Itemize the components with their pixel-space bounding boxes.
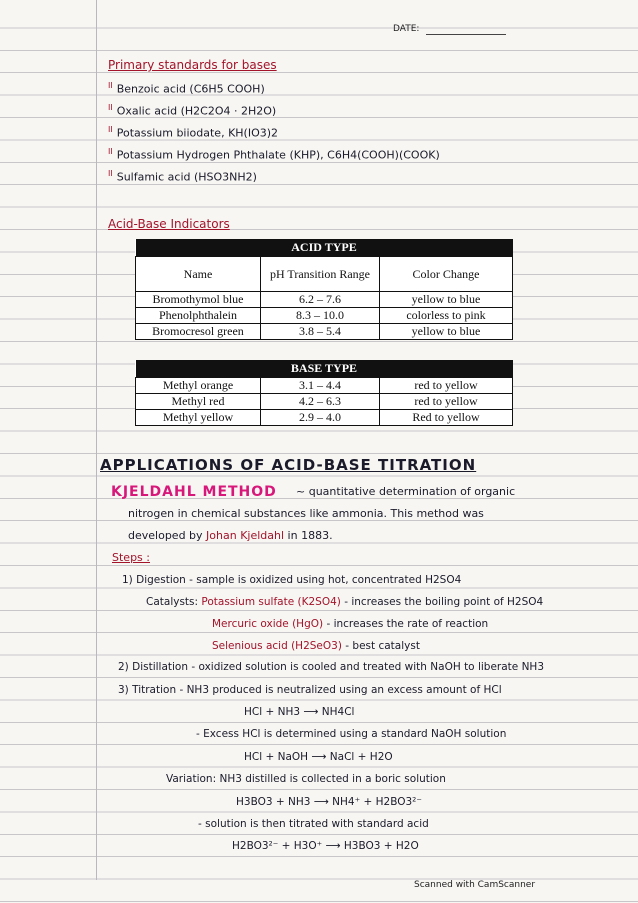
- ph-range: 3.1 – 4.4: [261, 378, 380, 394]
- primary-item-4: $^{II}$ Potassium Hydrogen Phthalate (KHP), C6H4(COOH)(COOK): [108, 147, 440, 162]
- date-blank: [426, 34, 506, 35]
- ph-range: 2.9 – 4.0: [261, 410, 380, 426]
- step-digestion: 1) Digestion - sample is oxidized using hot, concentrated H2SO4: [122, 574, 462, 586]
- intro-line-2: nitrogen in chemical substances like ammonia. This method was: [128, 507, 484, 520]
- excess-note: - Excess HCl is determined using a standard NaOH solution: [196, 728, 507, 740]
- indicator-name: Methyl orange: [136, 378, 261, 394]
- ph-range: 4.2 – 6.3: [261, 394, 380, 410]
- equation-3: H3BO3 + NH3 ⟶ NH4⁺ + H2BO3²⁻: [236, 796, 422, 808]
- intro-line-3: developed by Johan Kjeldahl in 1883.: [128, 529, 333, 542]
- primary-item-3: $^{II}$ Potassium biiodate, KH(IO3)2: [108, 125, 279, 140]
- step-distillation: 2) Distillation - oxidized solution is cooled and treated with NaOH to liberate NH3: [118, 661, 545, 673]
- equation-2: HCl + NaOH ⟶ NaCl + H2O: [244, 751, 393, 763]
- primary-item-1: $^{II}$ Benzoic acid (C6H5 COOH): [108, 81, 265, 96]
- indicator-name: Methyl yellow: [136, 410, 261, 426]
- ph-range: 3.8 – 5.4: [261, 324, 380, 340]
- primary-item-2: $^{II}$ Oxalic acid (H2C2O4 · 2H2O): [108, 103, 277, 118]
- color-change: colorless to pink: [380, 308, 513, 324]
- margin-line: [96, 0, 97, 880]
- base-type-band: BASE TYPE: [136, 360, 513, 378]
- equation-4: H2BO3²⁻ + H3O⁺ ⟶ H3BO3 + H2O: [232, 840, 419, 852]
- table-row: [136, 292, 513, 308]
- col-ph-header: pH Transition Range: [261, 257, 380, 292]
- base-indicator-table: [135, 360, 513, 426]
- table-row: [136, 308, 513, 324]
- catalyst-line-2: Mercuric oxide (HgO) - increases the rate of reaction: [212, 618, 489, 630]
- col-name-header: Name: [136, 257, 261, 292]
- color-change: yellow to blue: [380, 324, 513, 340]
- catalyst-line-3: Selenious acid (H2SeO3) - best catalyst: [212, 640, 420, 652]
- ph-range: 8.3 – 10.0: [261, 308, 380, 324]
- method-name: KJELDAHL METHOD: [111, 484, 277, 500]
- indicators-heading: Acid-Base Indicators: [108, 217, 230, 231]
- steps-label: Steps :: [112, 551, 150, 564]
- table-row: [136, 324, 513, 340]
- indicator-name: Phenolphthalein: [136, 308, 261, 324]
- table-row: [136, 394, 513, 410]
- color-change: yellow to blue: [380, 292, 513, 308]
- scanner-watermark: Scanned with CamScanner: [414, 880, 536, 890]
- author-name: Johan Kjeldahl: [206, 529, 285, 542]
- titrated-note: - solution is then titrated with standard acid: [198, 818, 429, 830]
- indicator-name: Bromothymol blue: [136, 292, 261, 308]
- table-row: [136, 410, 513, 426]
- equation-1: HCl + NH3 ⟶ NH4Cl: [244, 706, 355, 718]
- indicator-name: Methyl red: [136, 394, 261, 410]
- acid-indicator-table: [135, 239, 513, 340]
- step-titration: 3) Titration - NH3 produced is neutralized using an excess amount of HCl: [118, 684, 502, 696]
- primary-item-5: $^{II}$ Sulfamic acid (HSO3NH2): [108, 169, 257, 184]
- col-color-header: Color Change: [380, 257, 513, 292]
- ph-range: 6.2 – 7.6: [261, 292, 380, 308]
- variation-note: Variation: NH3 distilled is collected in a boric solution: [166, 773, 446, 785]
- color-change: red to yellow: [380, 394, 513, 410]
- intro-line-1: ~ quantitative determination of organic: [296, 485, 516, 498]
- date-label: DATE:: [393, 24, 420, 34]
- acid-type-band: ACID TYPE: [136, 239, 513, 257]
- catalyst-line-1: Catalysts: Potassium sulfate (K2SO4) - increases the boiling point of H2SO4: [146, 596, 544, 608]
- indicator-name: Bromocresol green: [136, 324, 261, 340]
- applications-title: APPLICATIONS OF ACID-BASE TITRATION: [100, 456, 477, 474]
- primary-heading: Primary standards for bases: [108, 58, 277, 72]
- color-change: Red to yellow: [380, 410, 513, 426]
- table-row: [136, 378, 513, 394]
- color-change: red to yellow: [380, 378, 513, 394]
